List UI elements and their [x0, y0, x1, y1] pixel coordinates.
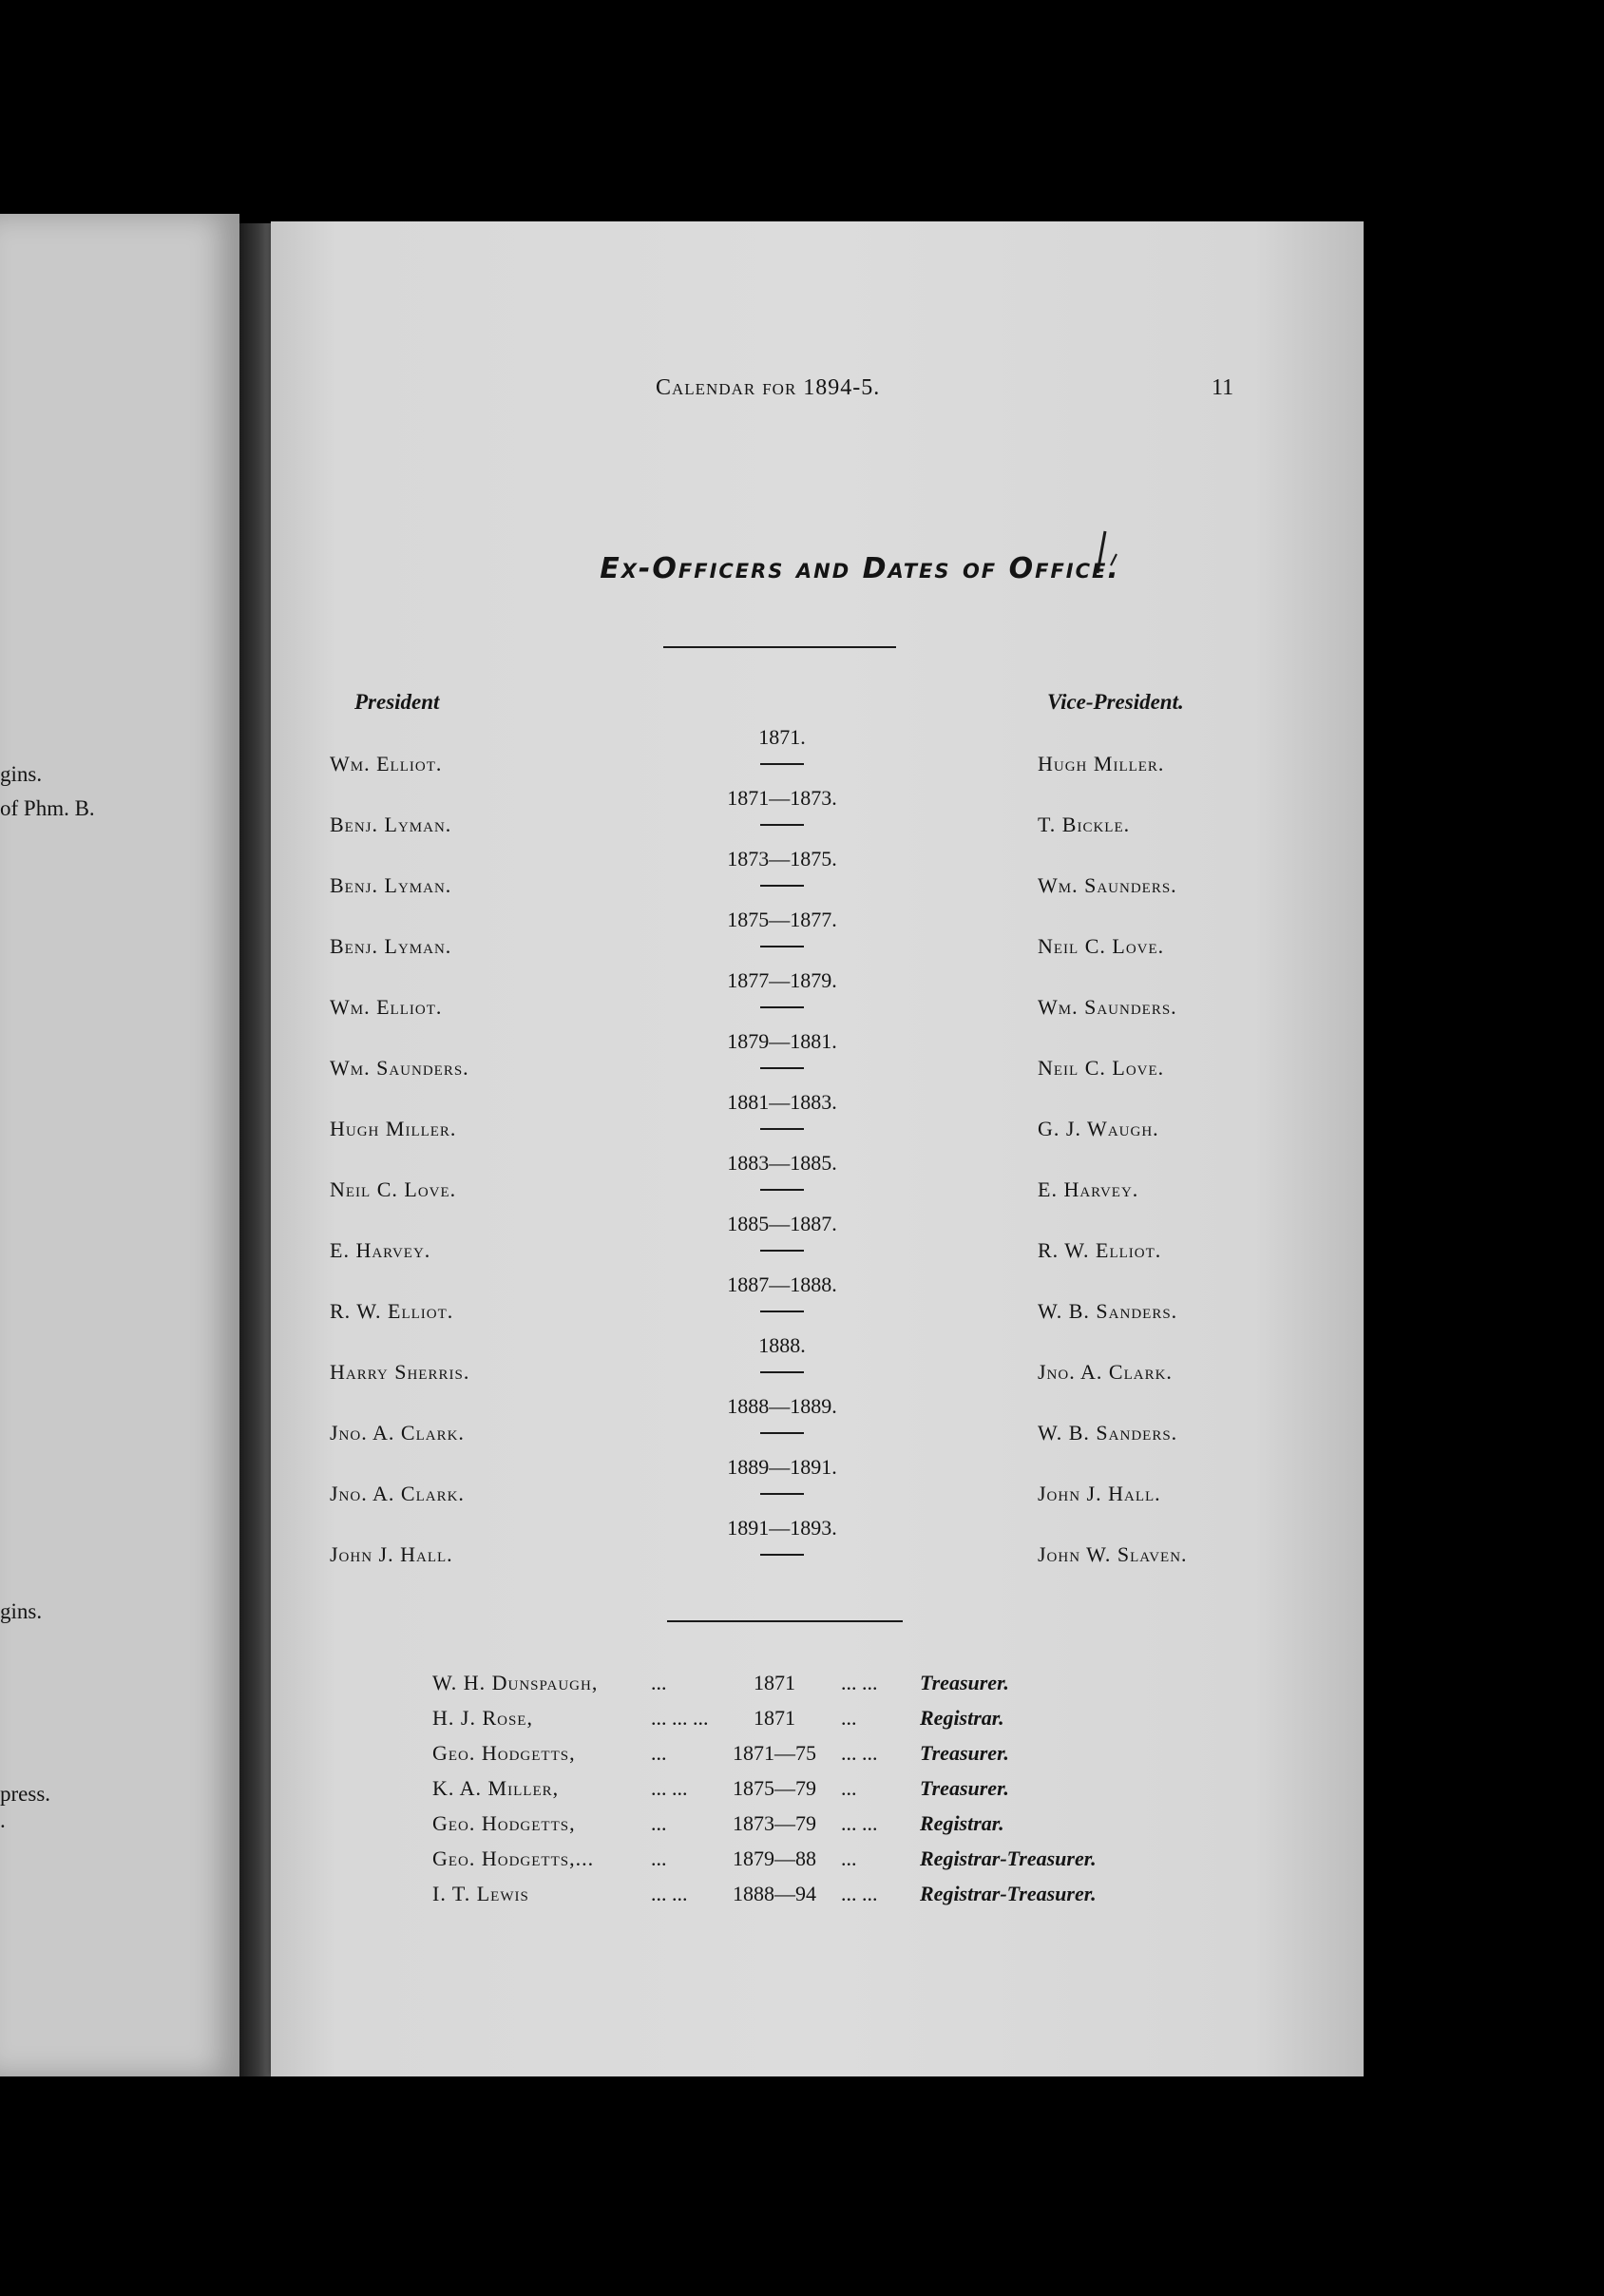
president-name: Wm. Elliot.: [330, 752, 443, 775]
vice-president-column-heading: Vice-President.: [1047, 690, 1184, 714]
vice-president-name: Neil C. Love.: [1038, 934, 1165, 958]
president-name: John J. Hall.: [330, 1542, 453, 1566]
leader-dots: ...: [841, 1846, 857, 1870]
section-rule: [667, 1620, 903, 1622]
list-item: [271, 1542, 1364, 1580]
list-item: [271, 813, 1364, 851]
document-page: [271, 221, 1364, 2076]
president-name: Wm. Elliot.: [330, 995, 443, 1019]
left-page-fragment: gins.: [0, 762, 43, 786]
leader-dots: ... ...: [651, 1776, 688, 1800]
leader-dots: ...: [651, 1811, 667, 1835]
term-dash: [760, 763, 804, 765]
term-date: 1891—1893.: [727, 1516, 837, 1540]
term-date: 1871—1873.: [727, 786, 837, 810]
officer-name: Geo. Hodgetts,: [432, 1741, 576, 1765]
list-item: [271, 1482, 1364, 1520]
page-number: 11: [1212, 375, 1234, 400]
list-item: [271, 1421, 1364, 1459]
term-date: 1889—1891.: [727, 1455, 837, 1479]
title-rule: [663, 646, 896, 648]
term-dash: [760, 1189, 804, 1191]
leader-dots: ...: [841, 1776, 857, 1800]
president-name: Wm. Saunders.: [330, 1056, 469, 1080]
list-item: [271, 752, 1364, 790]
running-head: Calendar for 1894-5.: [656, 375, 881, 400]
leader-dots: ... ...: [841, 1882, 878, 1905]
term-dash: [760, 1128, 804, 1130]
term-date: 1873—1875.: [727, 847, 837, 871]
term-date: 1883—1885.: [727, 1151, 837, 1175]
officer-office: Registrar-Treasurer.: [920, 1846, 1097, 1870]
officer-name: I. T. Lewis: [432, 1882, 529, 1905]
president-name: Jno. A. Clark.: [330, 1421, 465, 1445]
vice-president-name: Wm. Saunders.: [1038, 873, 1177, 897]
officer-name: H. J. Rose,: [432, 1706, 533, 1730]
president-name: Harry Sherris.: [330, 1360, 470, 1384]
leader-dots: ... ...: [841, 1671, 878, 1694]
left-page-fragment: .: [0, 1808, 6, 1832]
vice-president-name: E. Harvey.: [1038, 1177, 1139, 1201]
list-item: [271, 1741, 1364, 1777]
list-item: [271, 1238, 1364, 1276]
left-page-fragment: gins.: [0, 1599, 43, 1623]
leader-dots: ...: [841, 1706, 857, 1730]
list-item: [271, 995, 1364, 1033]
term-date: 1885—1887.: [727, 1212, 837, 1235]
term-date: 1888—1889.: [727, 1394, 837, 1418]
president-name: Hugh Miller.: [330, 1117, 457, 1140]
president-name: Benj. Lyman.: [330, 813, 452, 836]
leader-dots: ...: [651, 1741, 667, 1765]
left-page-fragment: of Phm. B.: [0, 796, 95, 820]
leader-dots: ...: [651, 1846, 667, 1870]
leader-dots: ... ...: [841, 1741, 878, 1765]
list-item: [271, 934, 1364, 972]
president-name: Benj. Lyman.: [330, 873, 452, 897]
term-dash: [760, 1493, 804, 1495]
vice-president-name: T. Bickle.: [1038, 813, 1131, 836]
term-dash: [760, 1067, 804, 1069]
vice-president-name: Jno. A. Clark.: [1038, 1360, 1173, 1384]
term-dash: [760, 1311, 804, 1312]
term-dash: [760, 1554, 804, 1556]
officer-name: Geo. Hodgetts,...: [432, 1846, 595, 1870]
vice-president-name: John J. Hall.: [1038, 1482, 1161, 1505]
list-item: [271, 1776, 1364, 1812]
term-dash: [760, 1250, 804, 1252]
term-date: 1875—1877.: [727, 908, 837, 931]
president-column-heading: President: [354, 690, 440, 714]
officer-office: Registrar.: [920, 1811, 1004, 1835]
vice-president-name: Hugh Miller.: [1038, 752, 1165, 775]
term-dash: [760, 946, 804, 947]
leader-dots: ...: [651, 1671, 667, 1694]
term-dash: [760, 1006, 804, 1008]
officer-years: 1871—75: [733, 1741, 816, 1765]
officer-office: Registrar-Treasurer.: [920, 1882, 1097, 1905]
president-name: R. W. Elliot.: [330, 1299, 454, 1323]
vice-president-name: John W. Slaven.: [1038, 1542, 1188, 1566]
term-date: 1881—1883.: [727, 1090, 837, 1114]
officer-years: 1871: [754, 1706, 795, 1730]
list-item: [271, 1117, 1364, 1155]
officer-years: 1888—94: [733, 1882, 816, 1905]
list-item: [271, 1811, 1364, 1847]
officer-years: 1879—88: [733, 1846, 816, 1870]
leader-dots: ... ...: [841, 1811, 878, 1835]
vice-president-name: Neil C. Love.: [1038, 1056, 1165, 1080]
previous-page: [0, 214, 239, 2076]
list-item: [271, 873, 1364, 911]
term-date: 1877—1879.: [727, 968, 837, 992]
officer-name: Geo. Hodgetts,: [432, 1811, 576, 1835]
term-date: 1871.: [758, 725, 806, 749]
list-item: [271, 1706, 1364, 1742]
term-dash: [760, 885, 804, 887]
list-item: [271, 1177, 1364, 1215]
officer-years: 1871: [754, 1671, 795, 1694]
left-page-fragment: press.: [0, 1782, 51, 1806]
term-date: 1887—1888.: [727, 1272, 837, 1296]
president-name: Jno. A. Clark.: [330, 1482, 465, 1505]
president-name: Benj. Lyman.: [330, 934, 452, 958]
page-title: Ex-Officers and Dates of Office.: [600, 552, 1120, 585]
officer-name: W. H. Dunspaugh,: [432, 1671, 599, 1694]
term-date: 1879—1881.: [727, 1029, 837, 1053]
list-item: [271, 1671, 1364, 1707]
officer-office: Treasurer.: [920, 1741, 1009, 1765]
list-item: [271, 1299, 1364, 1337]
list-item: [271, 1846, 1364, 1883]
term-dash: [760, 1371, 804, 1373]
president-name: E. Harvey.: [330, 1238, 431, 1262]
officer-years: 1875—79: [733, 1776, 816, 1800]
vice-president-name: W. B. Sanders.: [1038, 1299, 1178, 1323]
president-name: Neil C. Love.: [330, 1177, 457, 1201]
leader-dots: ... ...: [651, 1882, 688, 1905]
officer-office: Treasurer.: [920, 1776, 1009, 1800]
vice-president-name: Wm. Saunders.: [1038, 995, 1177, 1019]
term-dash: [760, 824, 804, 826]
vice-president-name: G. J. Waugh.: [1038, 1117, 1159, 1140]
list-item: [271, 1882, 1364, 1918]
term-dash: [760, 1432, 804, 1434]
vice-president-name: R. W. Elliot.: [1038, 1238, 1162, 1262]
term-date: 1888.: [758, 1333, 806, 1357]
list-item: [271, 1360, 1364, 1398]
leader-dots: ... ... ...: [651, 1706, 709, 1730]
officer-name: K. A. Miller,: [432, 1776, 560, 1800]
list-item: [271, 1056, 1364, 1094]
officer-years: 1873—79: [733, 1811, 816, 1835]
vice-president-name: W. B. Sanders.: [1038, 1421, 1178, 1445]
officer-office: Treasurer.: [920, 1671, 1009, 1694]
officer-office: Registrar.: [920, 1706, 1004, 1730]
